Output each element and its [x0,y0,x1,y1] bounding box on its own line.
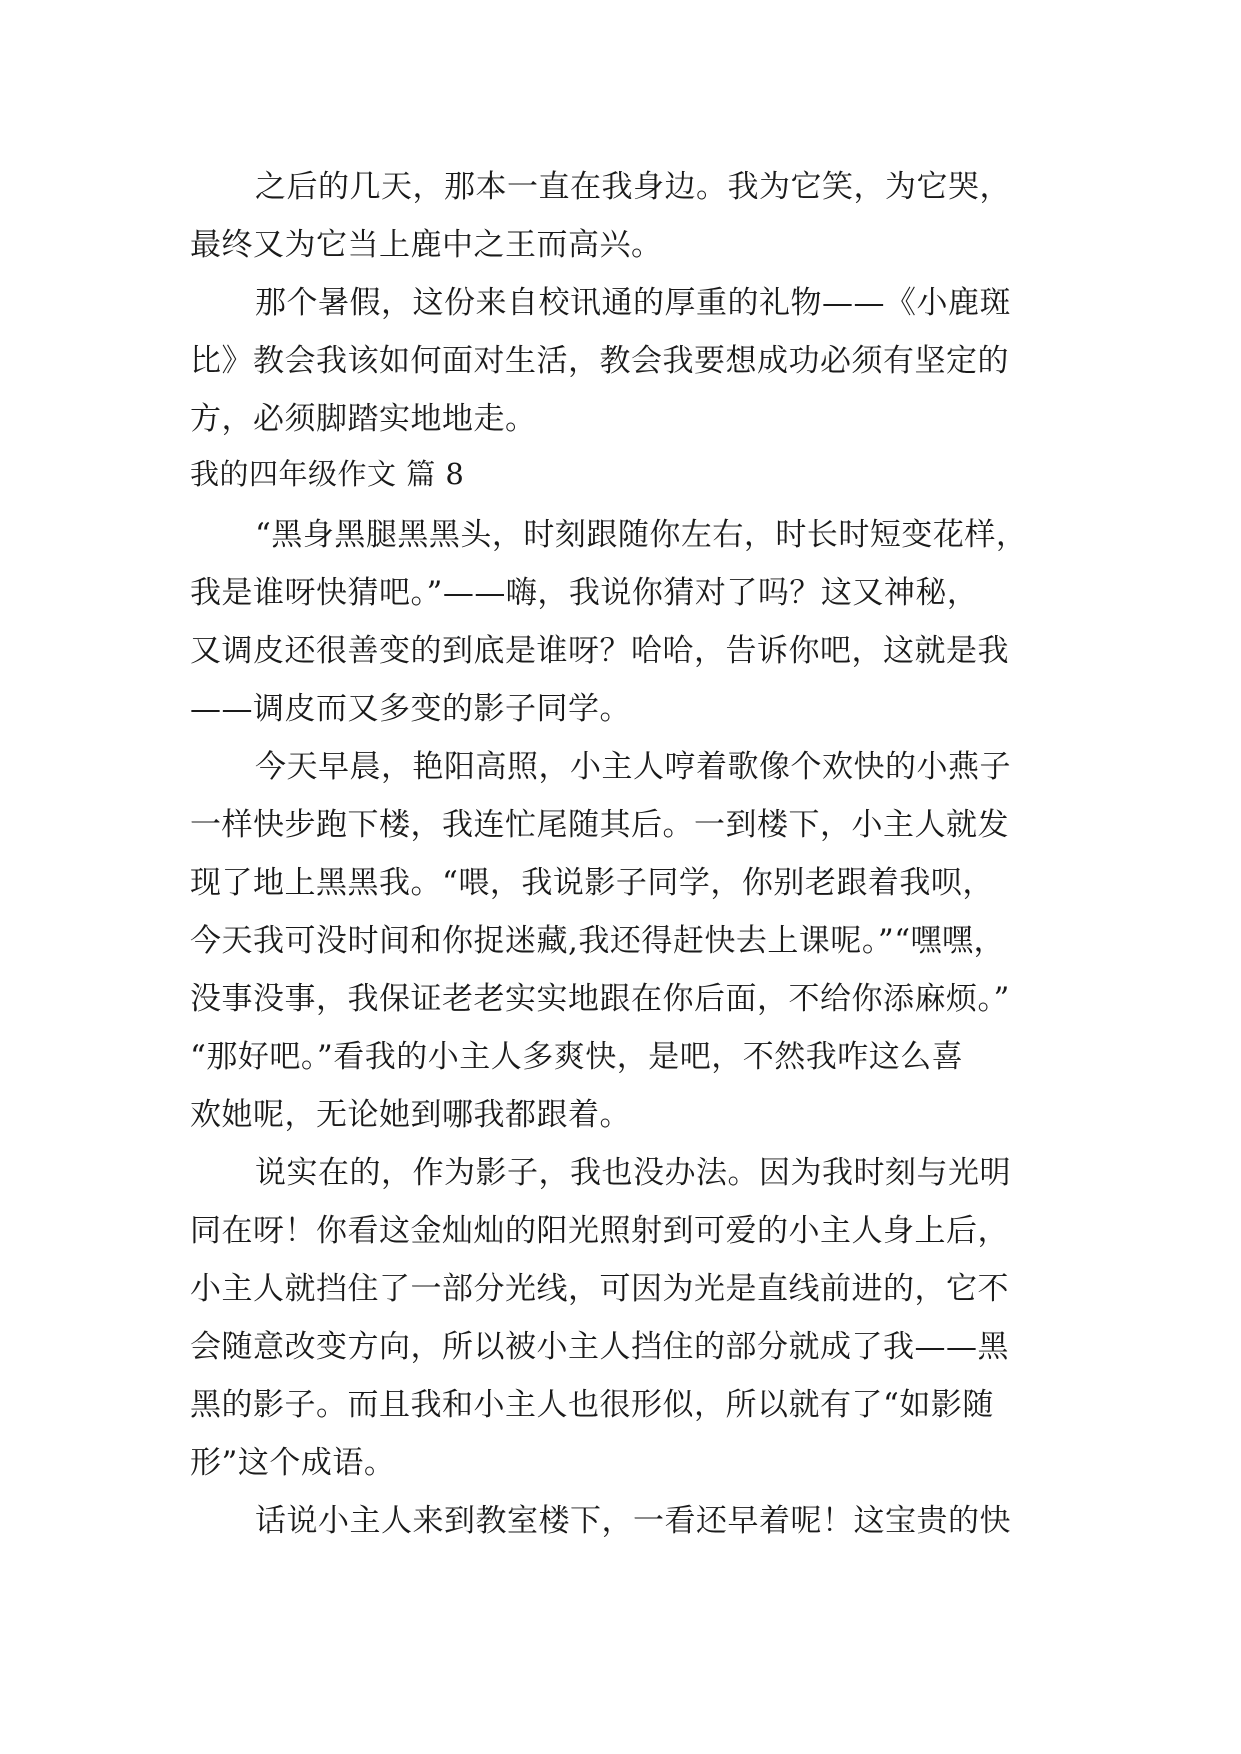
paragraph-line: 方，必须脚踏实地地走。 [190,401,537,437]
paragraph-line: 现了地上黑黑我。“喂，我说影子同学，你别老跟着我呗， [190,865,994,901]
paragraph-line: ——调皮而又多变的影子同学。 [190,691,631,727]
paragraph-line: 最终又为它当上鹿中之王而高兴。 [190,227,663,263]
paragraph-line: “黑身黑腿黑黑头，时刻跟随你左右，时长时短变花样， [255,517,1028,553]
paragraph-line: 话说小主人来到教室楼下，一看还早着呢！这宝贵的快 [255,1503,1011,1539]
paragraph-line: 说实在的，作为影子，我也没办法。因为我时刻与光明 [255,1155,1011,1191]
paragraph-line: 之后的几天，那本一直在我身边。我为它笑，为它哭， [255,169,1011,205]
paragraph-line: 没事没事，我保证老老实实地跟在你后面，不给你添麻烦。” [190,981,1010,1017]
paragraph-line: 黑的影子。而且我和小主人也很形似，所以就有了“如影随 [190,1387,994,1423]
paragraph-line: 今天我可没时间和你捉迷藏,我还得赶快去上课呢。”“嘿嘿， [190,923,1006,959]
paragraph-line: 会随意改变方向，所以被小主人挡住的部分就成了我——黑 [190,1329,1009,1365]
paragraph-line: 今天早晨，艳阳高照，小主人哼着歌像个欢快的小燕子 [255,749,1011,785]
paragraph-line: 一样快步跑下楼，我连忙尾随其后。一到楼下，小主人就发 [190,807,1009,843]
paragraph-line: 那个暑假，这份来自校讯通的厚重的礼物——《小鹿斑 [255,285,1011,321]
paragraph-line: 形”这个成语。 [190,1445,396,1481]
paragraph-line: “那好吧。”看我的小主人多爽快，是吧，不然我咋这么喜 [190,1039,964,1075]
paragraph-line: 我是谁呀快猜吧。”——嗨，我说你猜对了吗？这又神秘， [190,575,979,611]
paragraph-line: 同在呀！你看这金灿灿的阳光照射到可爱的小主人身上后， [190,1213,1009,1249]
paragraph-line: 又调皮还很善变的到底是谁呀？哈哈，告诉你吧，这就是我 [190,633,1009,669]
section-heading: 我的四年级作文 篇 8 [190,457,465,491]
paragraph-line: 欢她呢，无论她到哪我都跟着。 [190,1097,631,1133]
paragraph-line: 小主人就挡住了一部分光线，可因为光是直线前进的，它不 [190,1271,1009,1307]
paragraph-line: 比》教会我该如何面对生活，教会我要想成功必须有坚定的 [190,343,1009,379]
